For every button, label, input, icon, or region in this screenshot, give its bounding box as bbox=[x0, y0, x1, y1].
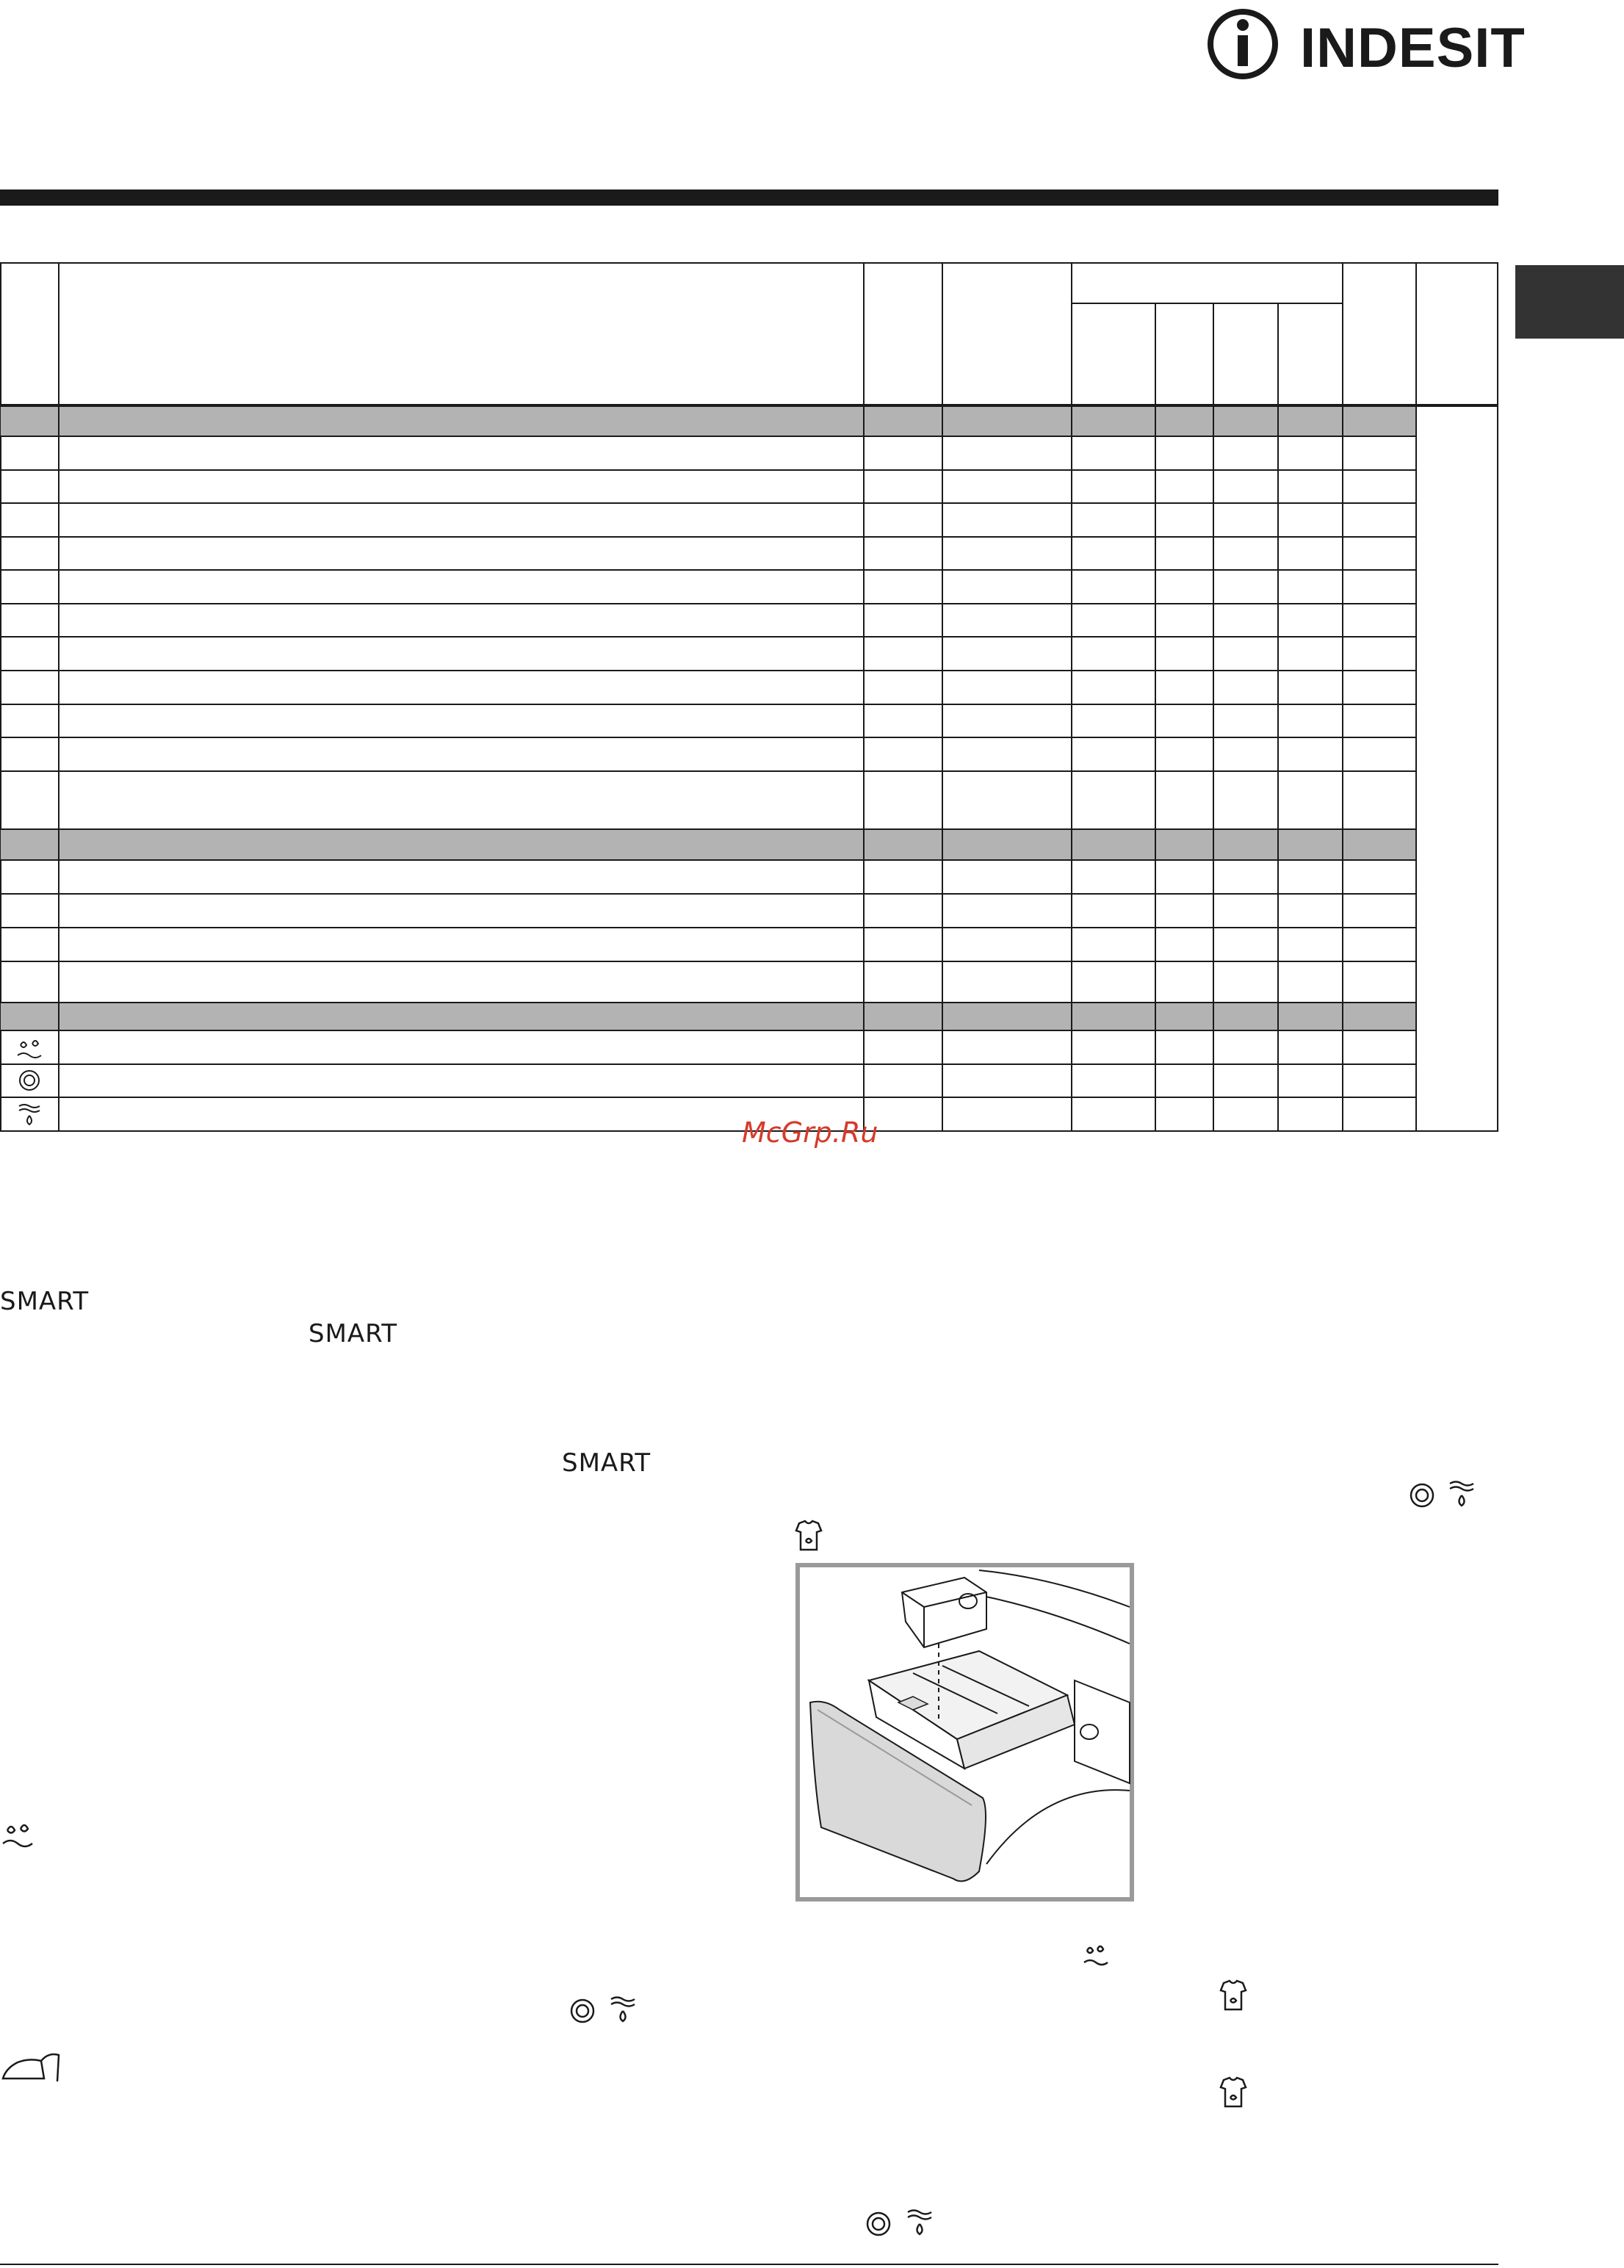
tshirt-icon bbox=[1218, 1979, 1249, 2012]
indesit-logo bbox=[1205, 6, 1526, 79]
programme-table bbox=[0, 262, 1498, 1132]
watermark: McGrp.Ru bbox=[742, 1116, 878, 1149]
rinse-icon bbox=[0, 1821, 38, 1855]
table-spin-icon bbox=[20, 1071, 39, 1090]
drain-icon bbox=[1447, 1479, 1476, 1512]
table-rinse-icon bbox=[18, 1041, 41, 1058]
tshirt-icon bbox=[1218, 2076, 1249, 2109]
section-bar-2 bbox=[1, 829, 1416, 860]
section-bar-1 bbox=[1, 407, 1416, 436]
rinse-icon bbox=[1081, 1943, 1111, 1974]
smart-mark-1: SMART bbox=[0, 1287, 90, 1316]
iron-icon bbox=[0, 2049, 63, 2084]
brand-name: INDESIT bbox=[1300, 17, 1526, 79]
detergent-drawer-illustration bbox=[795, 1563, 1134, 1902]
spin-icon bbox=[1409, 1482, 1435, 1509]
section-bar-3 bbox=[1, 1003, 1416, 1030]
table-drain-icon bbox=[19, 1105, 40, 1124]
tshirt-icon bbox=[793, 1519, 824, 1553]
smart-mark-3: SMART bbox=[562, 1448, 652, 1478]
smart-mark-2: SMART bbox=[308, 1319, 398, 1348]
section-tab bbox=[1515, 265, 1624, 339]
drain-icon bbox=[905, 2208, 934, 2240]
spin-icon bbox=[569, 1998, 596, 2024]
drain-icon bbox=[608, 1995, 638, 2027]
footer-rule bbox=[0, 2264, 1498, 2265]
header-rule bbox=[0, 189, 1498, 206]
indesit-logo-icon bbox=[1205, 6, 1293, 79]
spin-icon bbox=[865, 2211, 892, 2237]
